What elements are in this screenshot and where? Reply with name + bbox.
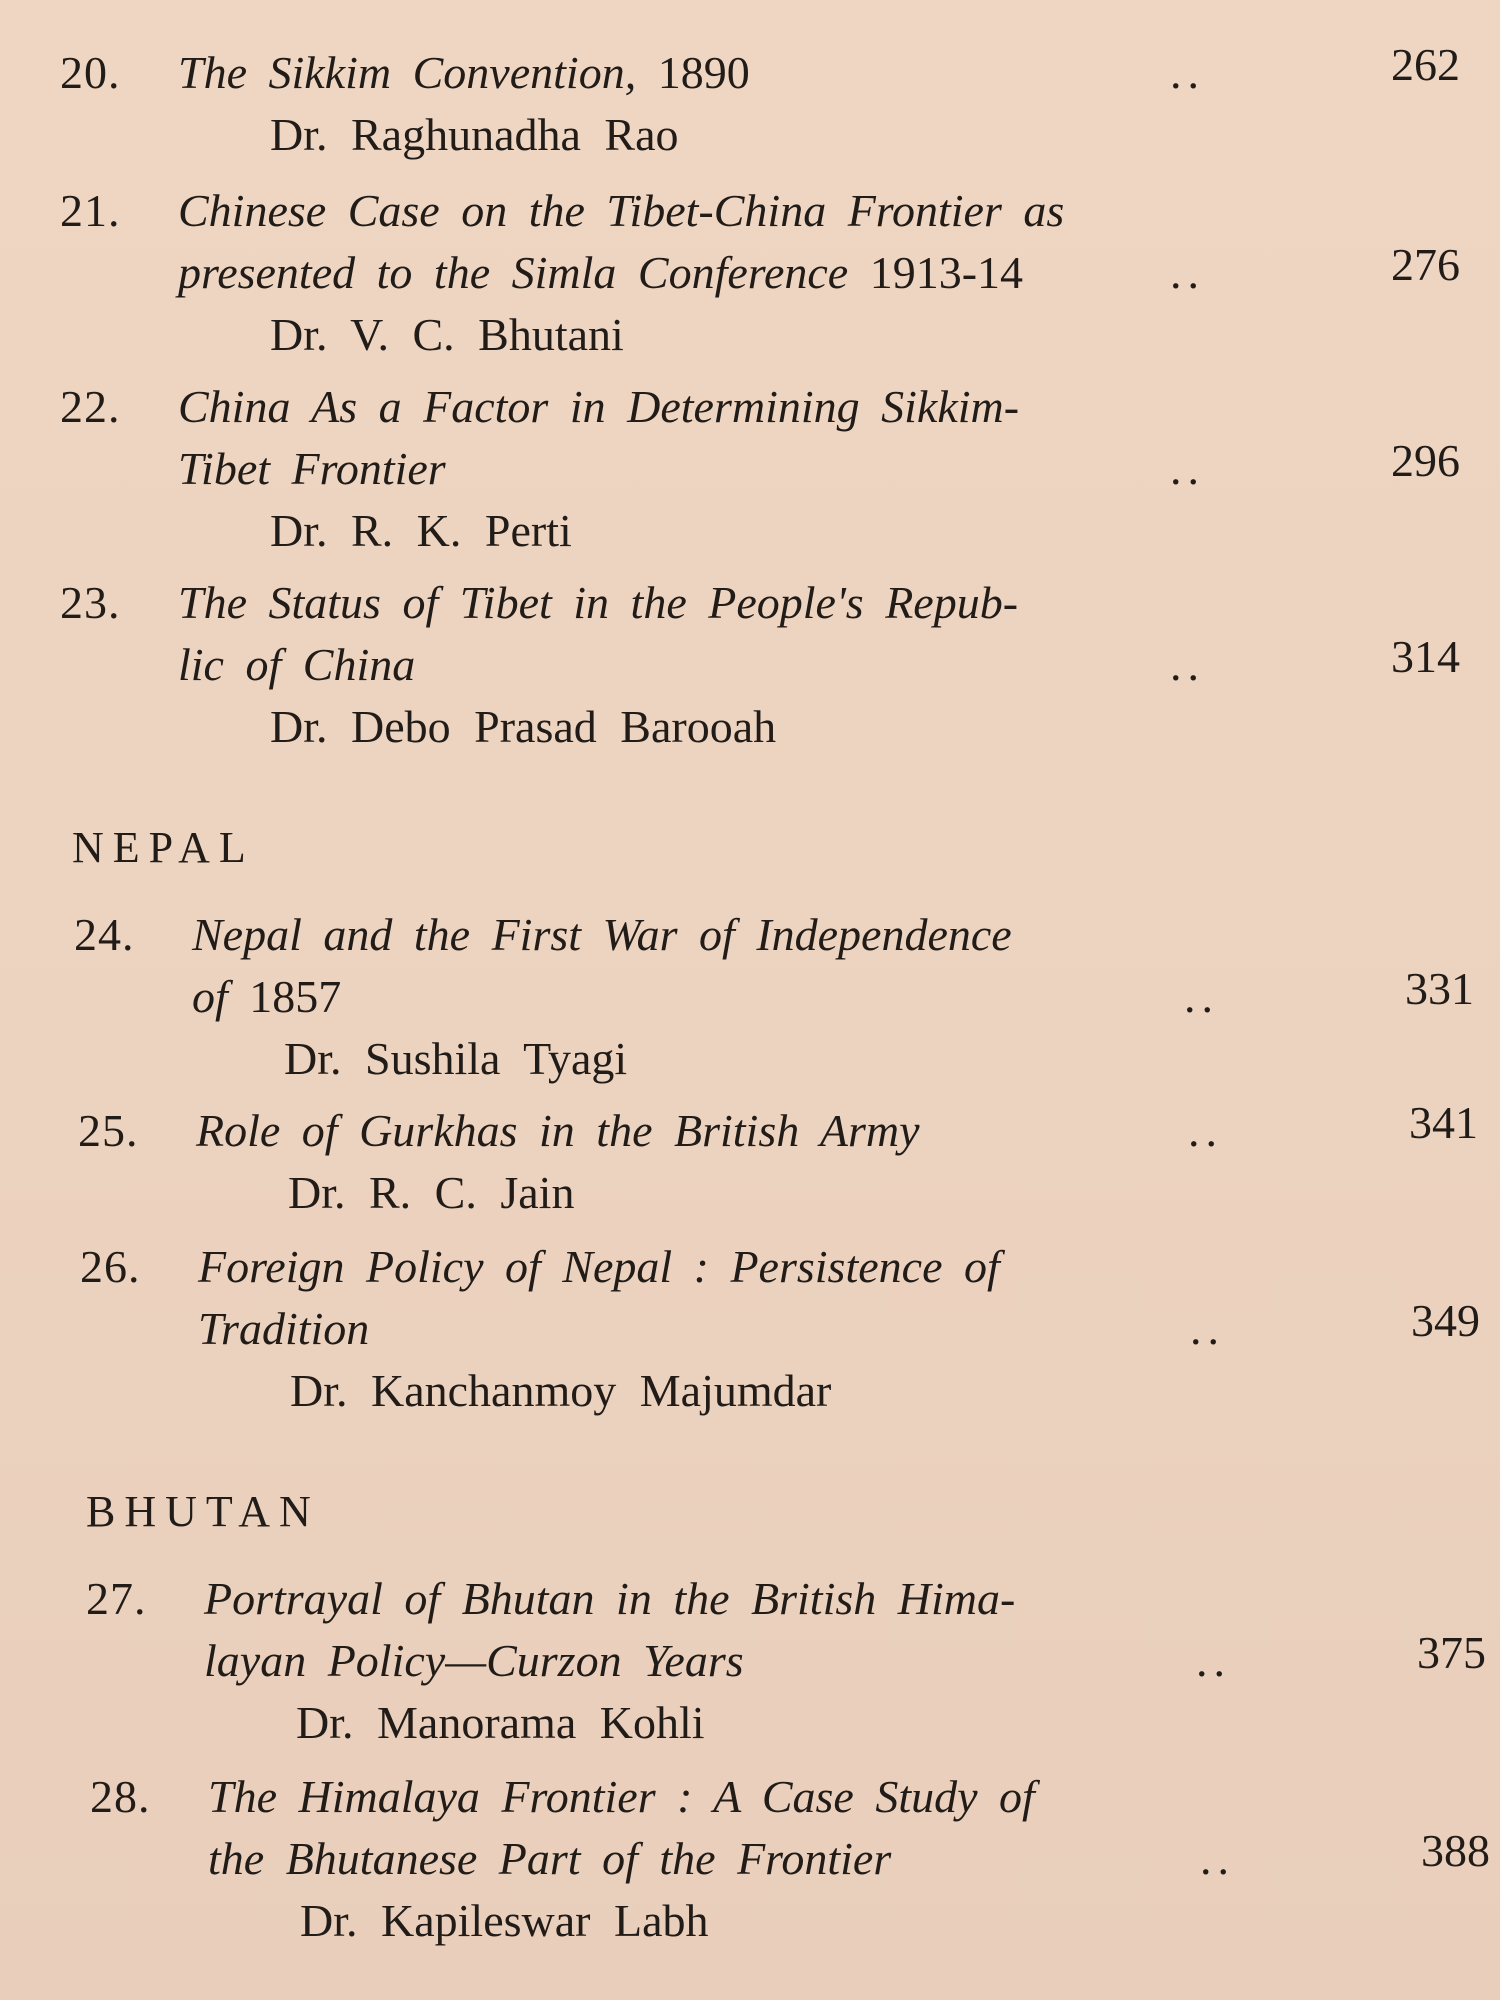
entry-title-line: Role of Gurkhas in the British Army <box>196 1105 920 1156</box>
entry-number: 24. <box>74 909 135 960</box>
entry-number: 26. <box>80 1241 141 1292</box>
entry-title-line: the Bhutanese Part of the Frontier <box>208 1833 892 1884</box>
entry-body <box>198 1236 1198 1422</box>
entry-number: 23. <box>60 577 121 628</box>
entry-title-line: layan Policy—Curzon Years <box>204 1635 744 1686</box>
dot-leader: .. <box>1188 1105 1223 1156</box>
dot-leader: .. <box>1170 443 1205 494</box>
entry-body <box>192 904 1192 1090</box>
entry-page-number: 314 <box>1391 631 1460 682</box>
entry-author: Dr. Kanchanmoy Majumdar <box>290 1365 832 1416</box>
entry-title-line: presented to the Simla Conference 1913-14 <box>178 247 1024 298</box>
entry-page-number: 341 <box>1409 1097 1478 1148</box>
entry-author: Dr. Kapileswar Labh <box>300 1895 709 1946</box>
entry-number: 28. <box>90 1771 151 1822</box>
entry-body <box>178 42 1178 166</box>
dot-leader: .. <box>1170 47 1205 98</box>
dot-leader: .. <box>1190 1303 1225 1354</box>
entry-number: 21. <box>60 185 121 236</box>
entry-title-line: The Sikkim Convention, 1890 <box>178 47 750 98</box>
dot-leader: .. <box>1170 247 1205 298</box>
entry-title-line: The Status of Tibet in the People's Repub- <box>178 577 1019 628</box>
entry-page-number: 331 <box>1405 963 1474 1014</box>
dot-leader: .. <box>1196 1635 1231 1686</box>
entry-page-number: 296 <box>1391 435 1460 486</box>
entry-page-number: 276 <box>1391 239 1460 290</box>
entry-author: Dr. R. C. Jain <box>288 1167 575 1218</box>
entry-title-line: The Himalaya Frontier : A Case Study of <box>208 1771 1035 1822</box>
entry-body <box>208 1766 1208 1952</box>
entry-title-line: lic of China <box>178 639 416 690</box>
entry-author: Dr. Debo Prasad Barooah <box>270 701 777 752</box>
section-heading-nepal: NEPAL <box>72 823 255 872</box>
entry-title-line: China As a Factor in Determining Sikkim- <box>178 381 1020 432</box>
entry-page-number: 375 <box>1417 1627 1486 1678</box>
entry-body <box>178 572 1178 758</box>
entry-title-line: Nepal and the First War of Independence <box>192 909 1012 960</box>
section-heading-bhutan: BHUTAN <box>86 1487 320 1536</box>
entry-body <box>178 180 1178 366</box>
entry-title-line: Chinese Case on the Tibet-China Frontier as <box>178 185 1065 236</box>
entry-author: Dr. Raghunadha Rao <box>270 109 679 160</box>
dot-leader: .. <box>1200 1833 1235 1884</box>
entry-title-line: of 1857 <box>192 971 342 1022</box>
entry-title-line: Foreign Policy of Nepal : Persistence of <box>198 1241 1000 1292</box>
entry-author: Dr. Sushila Tyagi <box>284 1033 628 1084</box>
entry-title-line: Portrayal of Bhutan in the British Hima- <box>204 1573 1016 1624</box>
entry-author: Dr. R. K. Perti <box>270 505 572 556</box>
entry-author: Dr. V. C. Bhutani <box>270 309 624 360</box>
dot-leader: .. <box>1184 971 1219 1022</box>
entry-number: 20. <box>60 47 121 98</box>
entry-body <box>196 1100 1196 1224</box>
entry-page-number: 349 <box>1411 1295 1480 1346</box>
entry-body <box>204 1568 1204 1754</box>
entry-title-line: Tradition <box>198 1303 370 1354</box>
entry-page-number: 262 <box>1391 39 1460 90</box>
entry-body <box>178 376 1178 562</box>
dot-leader: .. <box>1170 639 1205 690</box>
entry-number: 27. <box>86 1573 147 1624</box>
entry-page-number: 388 <box>1421 1825 1490 1876</box>
entry-number: 25. <box>78 1105 139 1156</box>
entry-author: Dr. Manorama Kohli <box>296 1697 705 1748</box>
entry-number: 22. <box>60 381 121 432</box>
entry-title-line: Tibet Frontier <box>178 443 446 494</box>
